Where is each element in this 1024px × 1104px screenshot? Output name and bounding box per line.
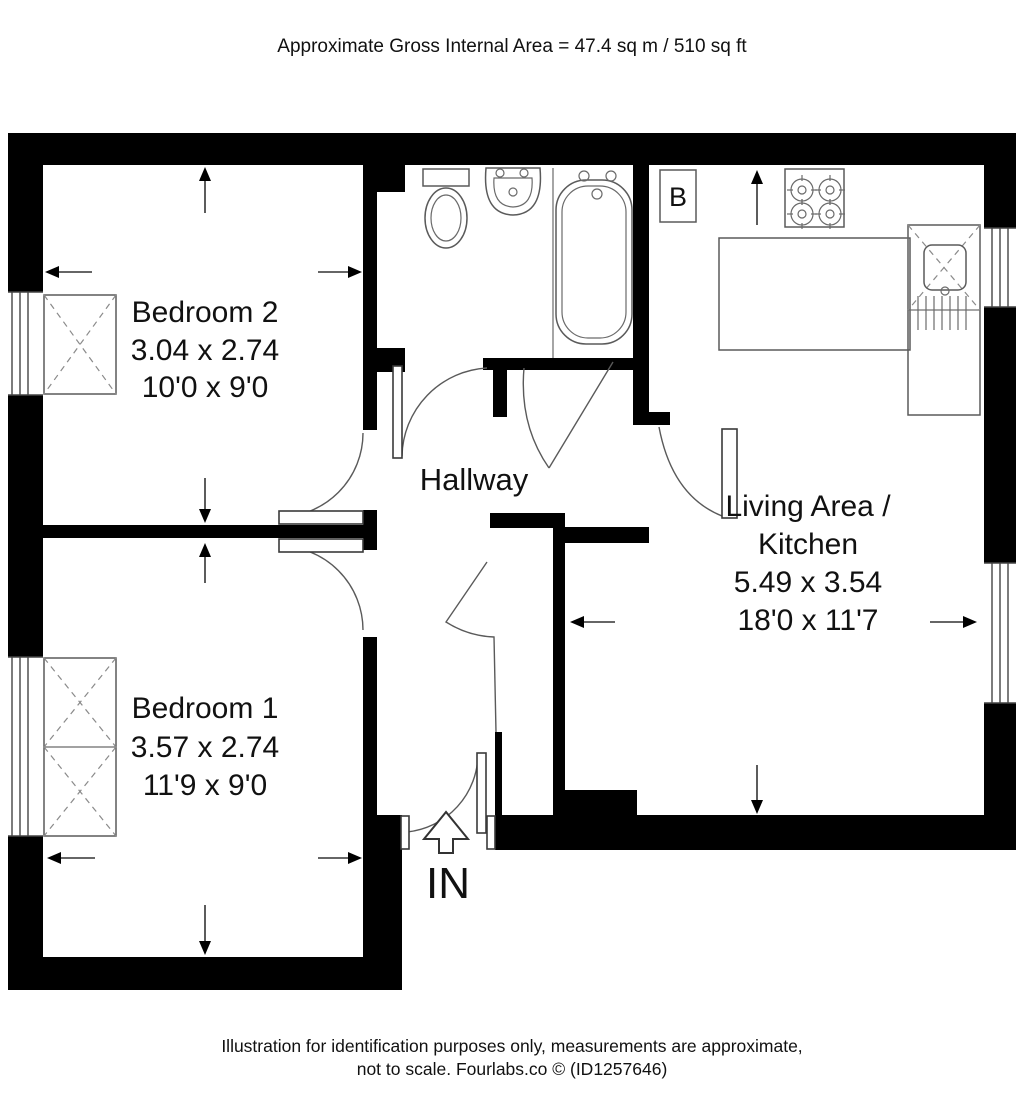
disclaimer-line2: not to scale. Fourlabs.co © (ID1257646) (356, 1059, 668, 1079)
wall-bottom-left (8, 957, 402, 990)
wall-bathroom-corner (377, 165, 405, 192)
walls (8, 133, 1016, 990)
wall-bottom-right (495, 815, 1016, 850)
bedroom1-metric: 3.57 x 2.74 (130, 731, 280, 764)
kitchen-counter (719, 238, 910, 350)
wall-hallway-step-a (490, 513, 565, 528)
window-bedroom2 (8, 292, 43, 395)
bathtub-icon (556, 171, 632, 344)
wall-bedroom-divider (43, 525, 363, 538)
living-imperial: 18'0 x 11'7 (737, 604, 879, 637)
wall-left-lower (8, 836, 43, 957)
kitchen-sink-icon (908, 225, 980, 415)
hallway-cupboard-doors (446, 562, 496, 732)
wall-living-west (553, 543, 565, 790)
bedroom2-metric: 3.04 x 2.74 (130, 334, 280, 367)
wall-hallway-west-lower (363, 637, 377, 815)
toilet-icon (423, 169, 469, 248)
wall-right-middle (984, 307, 1016, 563)
living-name-line1: Living Area / (725, 490, 891, 523)
bedroom1-door (279, 539, 363, 630)
wall-left-upper (8, 165, 43, 292)
bathroom-door (393, 366, 487, 458)
bathtub-room-door (523, 362, 613, 468)
entry-arrow-icon (424, 812, 468, 853)
window-living (984, 563, 1016, 703)
doors (279, 362, 737, 849)
bedroom2-name: Bedroom 2 (131, 296, 279, 329)
wall-living-west-foot (553, 790, 637, 817)
kitchen (660, 169, 980, 415)
wardrobe-bedroom1 (44, 658, 116, 836)
boiler-box (660, 170, 696, 222)
wall-left-middle (8, 395, 43, 657)
boiler-label: B (668, 182, 688, 212)
bedroom1-name: Bedroom 1 (131, 692, 279, 725)
wall-hallway-west-upper (363, 165, 377, 430)
wall-entry-stub (495, 732, 502, 815)
wall-hallway-stub (493, 370, 507, 417)
wall-right-upper (984, 165, 1016, 228)
wall-living-door-stub (633, 412, 670, 425)
wardrobes (44, 295, 116, 836)
wall-top (8, 133, 1016, 165)
window-kitchen (984, 228, 1016, 307)
hallway-name: Hallway (419, 462, 529, 497)
living-metric: 5.49 x 3.54 (733, 566, 883, 599)
window-bedroom1 (8, 657, 43, 836)
bedroom1-imperial: 11'9 x 9'0 (142, 769, 268, 802)
bedroom2-imperial: 10'0 x 9'0 (141, 371, 269, 404)
gross-internal-area-label: Approximate Gross Internal Area = 47.4 sq m / 510 sq ft (277, 36, 747, 57)
entrance-label: IN (426, 859, 470, 908)
footer (221, 1036, 802, 1079)
hob-icon (785, 169, 845, 229)
wall-bathroom-east (633, 165, 649, 412)
wardrobe-bedroom2 (44, 295, 116, 394)
disclaimer-line1: Illustration for identification purposes only, measurements are approximate, (221, 1036, 803, 1056)
wall-hallway-step-b (553, 527, 649, 543)
living-name-line2: Kitchen (757, 528, 859, 561)
wall-bedroom1-east-block (363, 815, 402, 990)
wall-hallway-west-post (363, 510, 377, 550)
wall-bathroom-south-bar (483, 358, 649, 370)
bedroom2-door (279, 433, 363, 524)
bathroom (423, 168, 632, 358)
basin-icon (486, 168, 541, 215)
